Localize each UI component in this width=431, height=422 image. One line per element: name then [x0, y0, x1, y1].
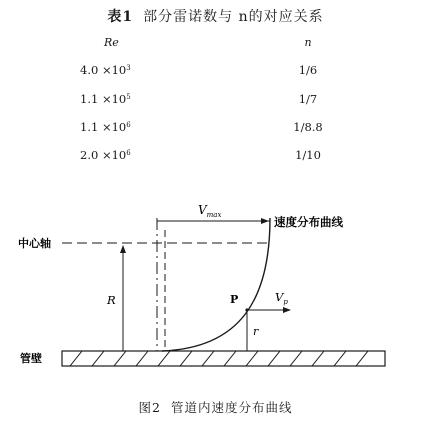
r-small-label: r — [253, 325, 259, 338]
vmax-label: $V_{max}$ — [198, 203, 222, 219]
header-re: Re — [104, 36, 119, 49]
n-value: 1/7 — [298, 92, 318, 106]
vp-label: $V_p$ — [275, 290, 288, 306]
figure-caption-number: 图2 — [138, 400, 161, 415]
re-value: $1.1 \times 10^5$ — [80, 92, 131, 106]
re-value: $2.0 \times 10^6$ — [80, 148, 131, 162]
re-value: $1.1 \times 10^6$ — [80, 120, 131, 134]
point-p — [245, 308, 248, 311]
figure-caption-title: 管道内速度分布曲线 — [170, 400, 293, 415]
n-value: 1/10 — [295, 148, 321, 162]
header-n: n — [304, 36, 312, 49]
pipe-wall — [62, 351, 385, 366]
r-big-label: R — [107, 293, 116, 307]
table-caption-number: 表1 — [107, 9, 134, 25]
curve-label: 速度分布曲线 — [274, 215, 343, 229]
axis-label: 中心轴 — [18, 237, 51, 250]
n-value: 1/8.8 — [293, 120, 323, 134]
wall-label: 管壁 — [20, 352, 42, 365]
table-caption-title: 部分雷诺数与 n的对应关系 — [143, 9, 324, 25]
figure-caption — [0, 398, 431, 416]
n-value: 1/6 — [298, 63, 318, 77]
p-label: P — [230, 293, 239, 306]
re-value: $4.0 \times 10^3$ — [80, 63, 131, 77]
